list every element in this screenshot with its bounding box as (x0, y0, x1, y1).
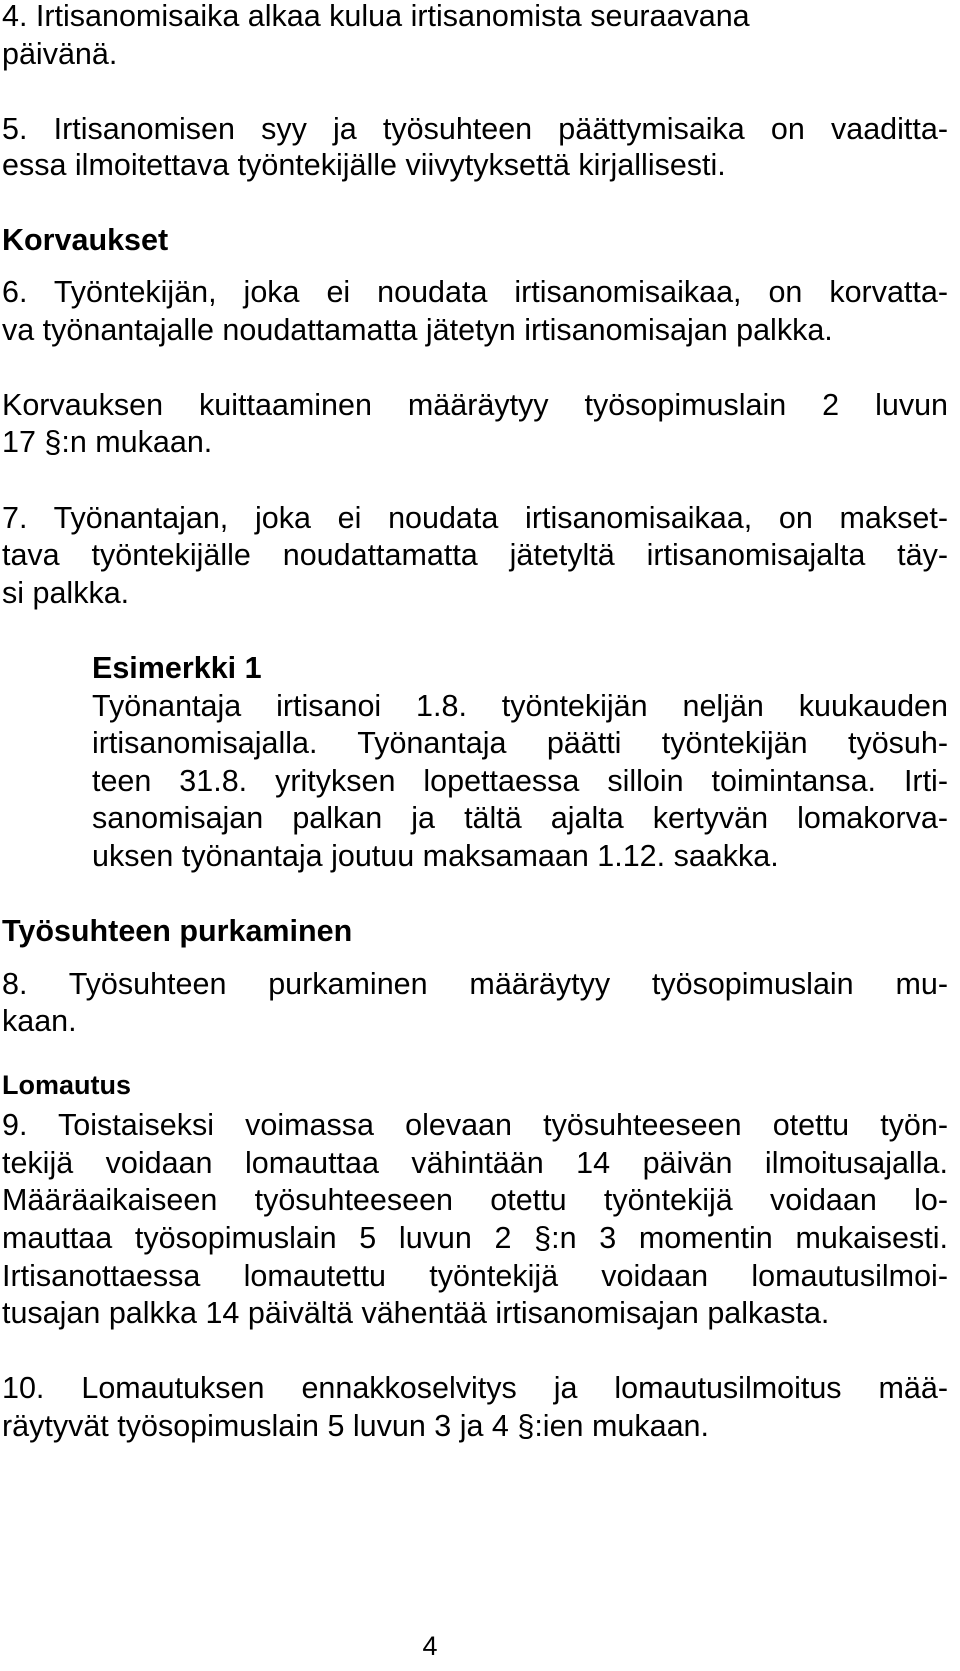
paragraph-4-line-2: päivänä. (2, 37, 118, 71)
paragraph-10-line-2: räytyvät työsopimuslain 5 luvun 3 ja 4 §:ien mukaan. (2, 1409, 709, 1443)
paragraph-8-line-1: 8. Työsuhteen purkaminen määräytyy työsopimuslain mu- (2, 967, 948, 1001)
paragraph-9-line-2: tekijä voidaan lomauttaa vähintään 14 päivän ilmoitusajalla. (2, 1146, 948, 1180)
example-line-2: irtisanomisajalla. Työnantaja päätti työntekijän työsuh- (92, 726, 948, 760)
paragraph-9-line-1: 9. Toistaiseksi voimassa olevaan työsuhteeseen otettu työn- (2, 1108, 948, 1142)
example-line-3: teen 31.8. yrityksen lopettaessa silloin toimintansa. Irti- (92, 764, 948, 798)
paragraph-6-line-1: 6. Työntekijän, joka ei noudata irtisanomisaikaa, on korvatta- (2, 275, 948, 309)
paragraph-9-line-4: mauttaa työsopimuslain 5 luvun 2 §:n 3 momentin mukaisesti. (2, 1221, 948, 1255)
paragraph-5-line-1: 5. Irtisanomisen syy ja työsuhteen päättymisaika on vaaditta- (2, 112, 948, 146)
paragraph-9-line-5: Irtisanottaessa lomautettu työntekijä voidaan lomautusilmoi- (2, 1259, 948, 1293)
heading-tyosuhteen-purkaminen: Työsuhteen purkaminen (2, 914, 353, 948)
paragraph-7-line-3: si palkka. (2, 576, 130, 610)
paragraph-6b-line-2: 17 §:n mukaan. (2, 425, 213, 459)
example-line-5: uksen työnantaja joutuu maksamaan 1.12. saakka. (92, 839, 779, 873)
paragraph-5-line-2: essa ilmoitettava työntekijälle viivytyksettä kirjallisesti. (2, 148, 726, 182)
example-line-4: sanomisajan palkan ja tältä ajalta kertyvän lomakorva- (92, 801, 948, 835)
example-heading: Esimerkki 1 (92, 651, 262, 685)
paragraph-8-line-2: kaan. (2, 1004, 77, 1038)
paragraph-4-line-1: 4. Irtisanomisaika alkaa kulua irtisanomista seuraavana (2, 0, 750, 33)
heading-lomautus: Lomautus (2, 1070, 132, 1100)
paragraph-9-line-6: tusajan palkka 14 päivältä vähentää irtisanomisajan palkasta. (2, 1296, 830, 1330)
paragraph-6-line-2: va työnantajalle noudattamatta jätetyn irtisanomisajan palkka. (2, 313, 833, 347)
paragraph-7-line-1: 7. Työnantajan, joka ei noudata irtisanomisaikaa, on makset- (2, 501, 948, 535)
paragraph-7-line-2: tava työntekijälle noudattamatta jätetyltä irtisanomisajalta täy- (2, 538, 948, 572)
example-line-1: Työnantaja irtisanoi 1.8. työntekijän neljän kuukauden (92, 689, 948, 723)
heading-korvaukset: Korvaukset (2, 223, 169, 257)
paragraph-6b-line-1: Korvauksen kuittaaminen määräytyy työsopimuslain 2 luvun (2, 388, 948, 422)
paragraph-10-line-1: 10. Lomautuksen ennakkoselvitys ja lomautusilmoitus mää- (2, 1371, 948, 1405)
paragraph-9-line-3: Määräaikaiseen työsuhteeseen otettu työntekijä voidaan lo- (2, 1183, 948, 1217)
page-number: 4 (422, 1631, 438, 1661)
